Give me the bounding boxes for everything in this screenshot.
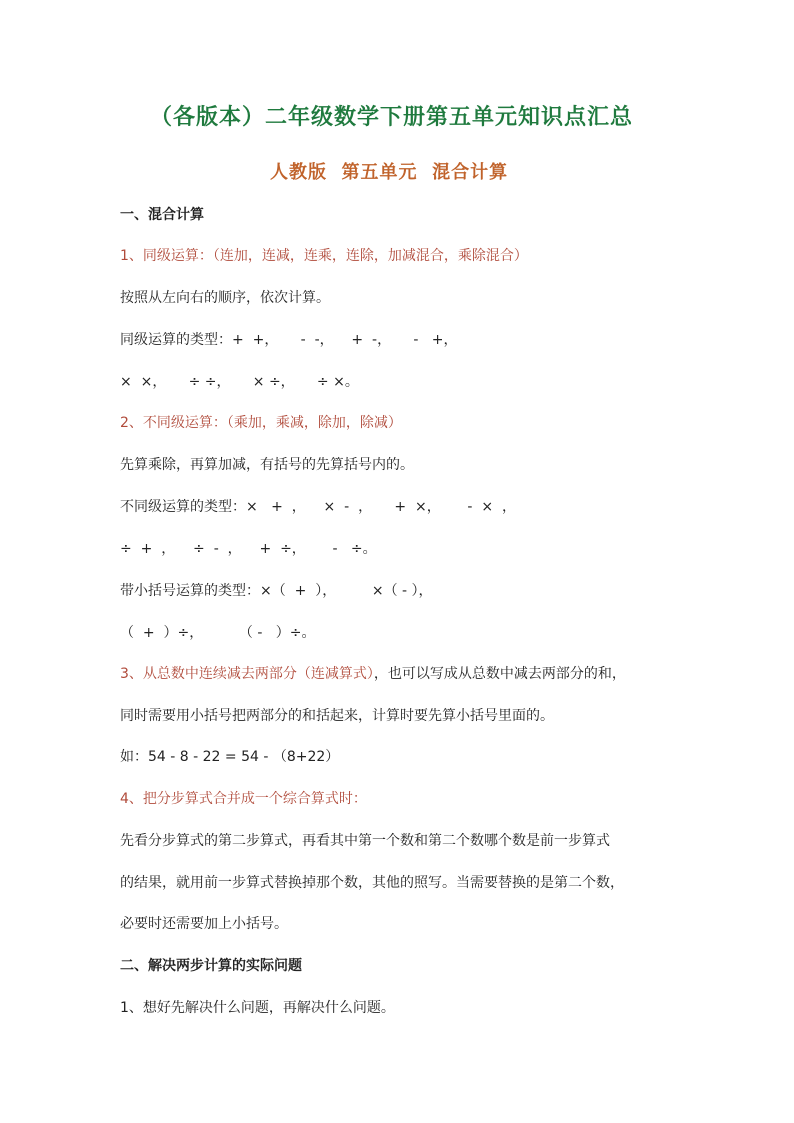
point-two-step-1: 1、想好先解决什么问题，再解决什么问题。 xyxy=(120,1000,395,1016)
point-consecutive-subtract-line-2: 同时需要用小括号把两部分的和括起来，计算时要先算小括号里面的。 xyxy=(120,708,554,724)
point-combine-formula-line-3: 必要时还需要加上小括号。 xyxy=(120,916,288,932)
point-same-level-rule: 按照从左向右的顺序，依次计算。 xyxy=(120,290,330,306)
point-consecutive-subtract xyxy=(120,664,626,684)
document-title: （各版本）二年级数学下册第五单元知识点汇总 xyxy=(150,104,634,130)
point-same-level-title: 1、同级运算：（连加，连减，连乘，连除，加减混合，乘除混合） xyxy=(120,248,528,264)
point-bracket-types-2: （ + ）÷， （ - ）÷。 xyxy=(120,625,316,641)
point-consecutive-subtract-example: 如：54 - 8 - 22 = 54 - （8+22） xyxy=(120,749,340,765)
point-same-level-types-2: × ×， ÷ ÷， × ÷， ÷ ×。 xyxy=(120,374,359,390)
point-diff-level-title: 2、不同级运算：（乘加，乘减，除加，除减） xyxy=(120,415,402,431)
point-combine-formula-line-1: 先看分步算式的第二步算式，再看其中第一个数和第二个数哪个数是前一步算式 xyxy=(120,833,610,849)
section-heading-mixed-calculation: 一、混合计算 xyxy=(120,207,204,223)
point-diff-level-types-2: ÷ + ， ÷ - ， + ÷， - ÷。 xyxy=(120,541,377,557)
section-heading-two-step-problems: 二、解决两步计算的实际问题 xyxy=(120,958,302,974)
document-subtitle: 人教版 第五单元 混合计算 xyxy=(270,162,509,183)
point-diff-level-rule: 先算乘除，再算加减，有括号的先算括号内的。 xyxy=(120,457,414,473)
point-bracket-types-1: 带小括号运算的类型：×（ + ）， ×（ - ）， xyxy=(120,583,433,599)
point-consecutive-subtract-rest: ，也可以写成从总数中减去两部分的和， xyxy=(373,666,626,682)
point-combine-formula-title: 4、把分步算式合并成一个综合算式时： xyxy=(120,791,367,807)
point-diff-level-types-1: 不同级运算的类型：× + ， × - ， + ×， - × ， xyxy=(120,499,516,515)
point-combine-formula-line-2: 的结果，就用前一步算式替换掉那个数，其他的照写。当需要替换的是第二个数， xyxy=(120,875,624,891)
point-same-level-types-1: 同级运算的类型：+ +， - -， + -， - +， xyxy=(120,332,458,348)
point-consecutive-subtract-title: 3、从总数中连续减去两部分（连减算式） xyxy=(120,666,374,682)
